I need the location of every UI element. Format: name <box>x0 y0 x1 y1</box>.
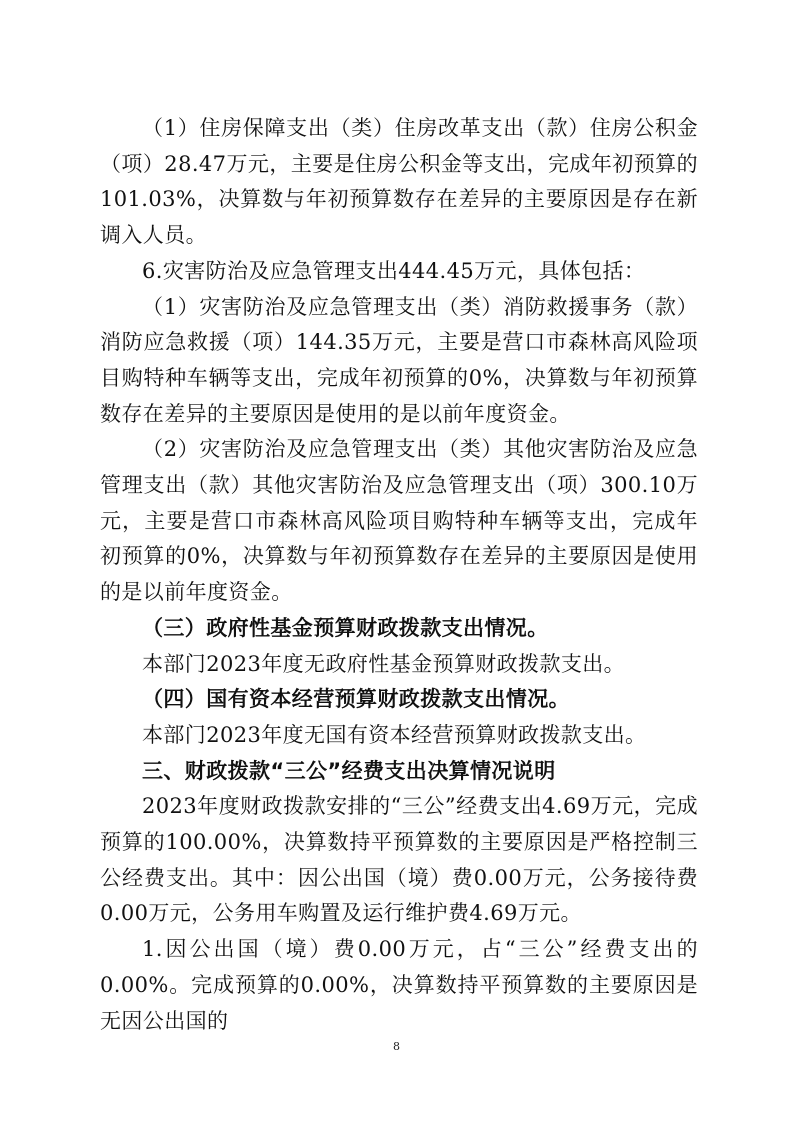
paragraph-overseas-travel: 1.因公出国（境）费0.00万元，占“三公”经费支出的0.00%。完成预算的0.00%，决算数持平预算数的主要原因是无因公出国的 <box>100 937 698 1033</box>
heading-state-capital-budget: （四）国有资本经营预算财政拨款支出情况。 <box>142 687 570 712</box>
paragraph-housing-provident-fund: （1）住房保障支出（类）住房改革支出（款）住房公积金（项）28.47万元，主要是住房公积金等支出，完成年初预算的101.03%，决算数与年初预算数存在差异的主要原因是存在新调入人员。 <box>100 116 698 248</box>
paragraph-three-public-summary: 2023年度财政拨款安排的“三公”经费支出4.69万元，完成预算的100.00%，决算数持平预算数的主要原因是严格控制三公经费支出。其中：因公出国（境）费0.00万元，公务接待费0.00万元，公务用车购置及运行维护费4.69万元。 <box>100 794 698 926</box>
paragraph-no-government-fund: 本部门2023年度无政府性基金预算财政拨款支出。 <box>142 651 626 676</box>
paragraph-fire-rescue: （1）灾害防治及应急管理支出（类）消防救援事务（款）消防应急救援（项）144.35万元，主要是营口市森林高风险项目购特种车辆等支出，完成年初预算的0%，决算数与年初预算数存在差异的主要原因是使用的是以前年度资金。 <box>100 294 698 426</box>
heading-three-public-expenses: 三、财政拨款“三公”经费支出决算情况说明 <box>142 758 556 783</box>
document-body <box>100 111 698 1039</box>
paragraph-no-state-capital: 本部门2023年度无国有资本经营预算财政拨款支出。 <box>142 722 647 747</box>
paragraph-disaster-prevention-total: 6.灾害防治及应急管理支出444.45万元，具体包括： <box>142 258 646 283</box>
paragraph-other-disaster-prevention: （2）灾害防治及应急管理支出（类）其他灾害防治及应急管理支出（款）其他灾害防治及应急管理支出（项）300.10万元，主要是营口市森林高风险项目购特种车辆等支出，完成年初预算的0%，决算数与年初预算数存在差异的主要原因是使用的是以前年度资金。 <box>100 437 698 605</box>
heading-government-fund-budget: （三）政府性基金预算财政拨款支出情况。 <box>142 615 549 640</box>
page-number: 8 <box>393 1040 400 1053</box>
